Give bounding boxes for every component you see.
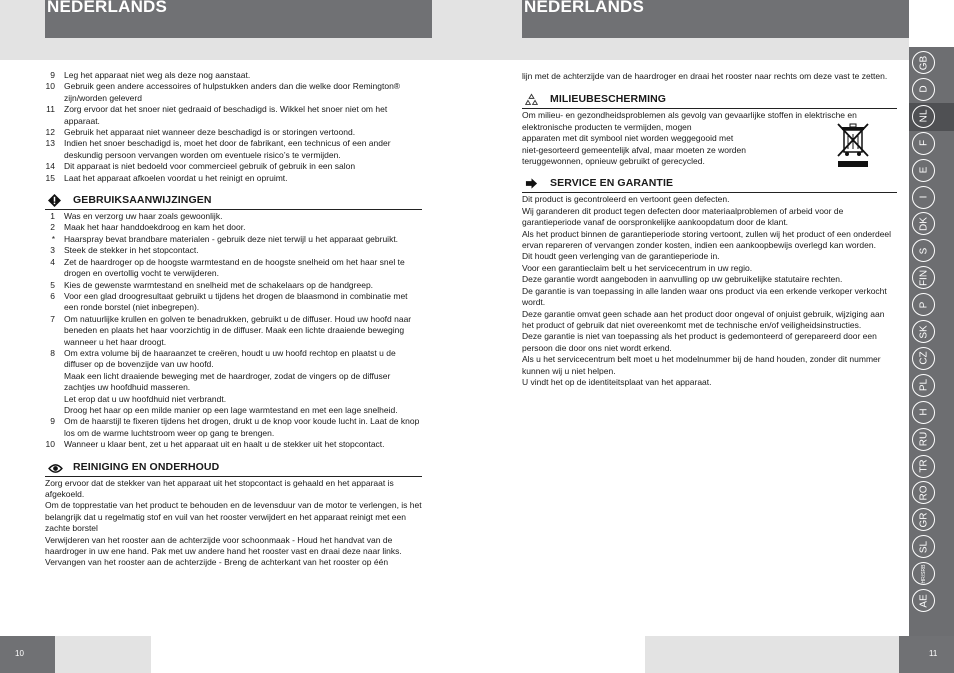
language-tab-label: SL — [918, 540, 929, 553]
footer-number-block — [0, 636, 55, 673]
language-tab-label: TR — [918, 459, 929, 473]
service-paragraph: Voor een garantieclaim belt u het servicecentrum in uw regio. — [522, 262, 753, 273]
header-bar — [45, 0, 432, 38]
env-title: MILIEUBESCHERMING — [550, 93, 667, 106]
item-text: Gebruik het apparaat niet wanneer deze beschadigd is or storingen vertoond. — [64, 127, 356, 138]
language-tab-label: S — [918, 247, 929, 255]
list-item — [45, 314, 422, 348]
language-tab-f[interactable] — [912, 132, 935, 155]
continuation-text: lijn met de achterzijde van de haardroger en draai het rooster naar rechts om deze vast te zetten. — [522, 71, 888, 81]
language-tab-gr[interactable] — [912, 508, 935, 531]
service-paragraph: Deze garantie wordt aangeboden in aanvulling op uw gebruikelijke statutaire rechten. — [522, 274, 843, 285]
language-tab-ro[interactable] — [912, 481, 935, 504]
language-tab-tr[interactable] — [912, 455, 935, 478]
language-tab-label: P — [918, 301, 929, 308]
item-number: 2 — [50, 222, 55, 233]
service-title: SERVICE EN GARANTIE — [550, 177, 674, 190]
list-item — [45, 81, 422, 104]
item-number: 13 — [45, 138, 55, 149]
item-text: Maak een licht draaiende beweging met de haardroger, zodat de vingers op de diffuser zachtjes uw hoofdhuid masseren. — [64, 370, 391, 393]
list-item — [45, 439, 422, 450]
right-page — [477, 0, 954, 673]
item-number: 9 — [50, 416, 55, 427]
item-text: Haarspray bevat brandbare materialen - gebruik deze niet terwijl u het apparaat gebruikt. — [64, 233, 399, 244]
item-text: Dit apparaat is niet bedoeld voor commercieel gebruik of gebruik in een salon — [64, 161, 356, 172]
page-number: 11 — [929, 649, 938, 658]
language-tabs — [909, 47, 954, 636]
language-tab-label: DK — [918, 216, 929, 231]
recycle-icon — [525, 93, 538, 106]
list-item — [45, 161, 422, 172]
language-tab-label: CZ — [918, 351, 929, 366]
footer-strip — [55, 636, 151, 673]
item-text: Let erop dat u uw hoofdhuid niet verbrandt. — [64, 393, 227, 404]
language-tab-i[interactable] — [912, 186, 935, 209]
arrow-right-icon — [525, 177, 538, 190]
item-number: 7 — [50, 313, 55, 324]
item-number: 8 — [50, 347, 55, 358]
footer-strip — [645, 636, 899, 673]
env-first-line: Om milieu- en gezondheidsproblemen als gevolg van gevaarlijke stoffen in elektrische en — [522, 110, 857, 121]
language-tab-s[interactable] — [912, 239, 935, 262]
list-item — [45, 234, 422, 245]
list-item — [45, 348, 422, 371]
item-number: 12 — [45, 127, 55, 138]
env-line: apparaten met dit symbool niet worden weggegooid met — [522, 133, 734, 144]
language-tab-nl[interactable] — [912, 105, 935, 128]
cleaning-paragraph: Vervangen van het rooster aan de achterzijde - Breng de achterkant van het rooster op één — [45, 557, 389, 568]
item-number: 14 — [45, 161, 55, 172]
cleaning-paragraph: Om de topprestatie van het product te behouden en de levensduur van de motor te verlengen, is het belangrijk dat u regelmatig stof en vuil van het rooster verwijdert en het apparaat reinigt met een zachte borstel — [45, 500, 422, 534]
service-paragraph: U vindt het op de identiteitsplaat van het apparaat. — [522, 376, 712, 387]
cleaning-paragraph: Zorg ervoor dat de stekker van het apparaat uit het stopcontact is gehaald en het apparaat is afgekoeld. — [45, 477, 394, 499]
item-number: 5 — [50, 279, 55, 290]
warning-icon — [48, 194, 61, 207]
header-bar — [522, 0, 909, 38]
item-number: * — [51, 233, 55, 244]
list-item — [45, 245, 422, 256]
service-paragraph: Wij garanderen dit product tegen defecten door materiaalproblemen of arbeid voor de garantieperiode vanaf de oorspronkelijke aankoopdatum door de klant. — [522, 205, 844, 228]
item-text: Om de haarstijl te fixeren tijdens het drogen, drukt u de knop voor koude lucht in. Laat de knop los om de warme luchtstroom weer op gang te brengen. — [64, 416, 420, 438]
item-number: 1 — [50, 211, 55, 222]
language-tab-label: H — [918, 408, 929, 416]
service-paragraph: Dit product is gecontroleerd en vertoont geen defecten. — [522, 194, 730, 205]
language-tab-label: E — [918, 166, 929, 174]
cleaning-paragraph: Verwijderen van het rooster aan de achterzijde voor schoonmaak - Houd het handvat van de haardroger in uw ene hand. Pak met uw andere hand het rooster vast en draai deze naar links. — [45, 534, 402, 557]
env-line: niet-gesorteerd gemeentelijk afval, maar moeten ze worden — [522, 144, 746, 155]
service-paragraph: Deze garantie is niet van toepassing als het product is gedemonteerd of gerepareerd door een persoon die door ons niet wordt erkend. — [522, 331, 877, 353]
service-paragraph: De garantie is van toepassing in alle landen waar ons product via een erkende verkoper verkocht wordt. — [522, 285, 887, 308]
service-paragraph: Als u het servicecentrum belt moet u het modelnummer bij de hand houden, zonder dit nummer kunnen wij u niet helpen. — [522, 354, 881, 376]
page-number: 10 — [15, 649, 24, 658]
item-text: Was en verzorg uw haar zoals gewoonlijk. — [64, 211, 223, 222]
list-item — [45, 416, 422, 439]
eye-icon — [48, 463, 63, 474]
cleaning-text — [45, 478, 422, 569]
service-text — [522, 194, 897, 388]
right-content — [522, 71, 897, 388]
item-text: Voor een glad droogresultaat gebruikt u tijdens het drogen de blaasmond in combinatie met een ronde borstel (niet inbegrepen). — [64, 290, 408, 313]
cleaning-section-header — [45, 460, 422, 477]
language-tab-sl[interactable] — [912, 535, 935, 558]
item-number: 15 — [45, 172, 55, 183]
item-text: Indien het snoer beschadigd is, moet het door de fabrikant, een technicus of een ander deskundig persoon vervangen worden om eventuele risico’s te vermijden. — [64, 138, 391, 160]
item-number: 3 — [50, 245, 55, 256]
language-tab-pl[interactable] — [912, 374, 935, 397]
language-tab-label: I — [918, 195, 929, 199]
usage-title: GEBRUIKSAANWIJZINGEN — [73, 194, 212, 207]
language-tab-label: F — [918, 140, 929, 147]
list-item — [45, 257, 422, 280]
item-number: 10 — [45, 439, 55, 450]
list-item — [45, 70, 422, 81]
list-item — [45, 280, 422, 291]
language-tab-label: HR/SRB — [920, 564, 927, 584]
language-tab-cz[interactable] — [912, 347, 935, 370]
list-item — [45, 173, 422, 184]
list-item — [45, 291, 422, 314]
language-tab-e[interactable] — [912, 159, 935, 182]
item-number: 9 — [50, 70, 55, 80]
language-tab-fin[interactable] — [912, 266, 935, 289]
service-paragraph: Als het product binnen de garantieperiode storing vertoont, zullen wij het product of een onderdeel ervan repareren of vervangen zonder kosten, indien een aankoopbewijs overlegd kan worden. — [522, 228, 892, 251]
page-title: NEDERLANDS — [47, 0, 168, 16]
safety-list — [45, 70, 422, 184]
env-text — [522, 110, 897, 167]
list-item — [45, 222, 422, 233]
language-tab-label: AE — [918, 593, 929, 608]
item-text: Kies de gewenste warmtestand en snelheid met de schakelaars op de handgreep. — [64, 279, 374, 290]
env-section-header — [522, 92, 897, 109]
crossed-bin-icon — [836, 122, 870, 168]
list-item — [45, 138, 422, 161]
list-item — [45, 405, 422, 416]
usage-section-header — [45, 193, 422, 210]
item-text: Gebruik geen andere accessoires of hulpstukken anders dan die welke door Remington® zijn/worden geleverd — [64, 81, 401, 103]
cleaning-title: REINIGING EN ONDERHOUD — [73, 460, 220, 473]
language-tab-label: SK — [918, 324, 929, 339]
left-content — [45, 70, 422, 569]
language-tab-h[interactable] — [912, 401, 935, 424]
item-text: Zorg ervoor dat het snoer niet gedraaid of beschadigd is. Wikkel het snoer niet om het apparaat. — [64, 104, 388, 126]
item-number: 6 — [50, 290, 55, 301]
item-text: Maak het haar handdoekdroog en kam het door. — [64, 222, 246, 233]
language-tab-label: NL — [918, 109, 929, 123]
item-text: Om extra volume bij de haaraanzet te creëren, houdt u uw hoofd rechtop en plaatst u de diffuser op de bovenzijde van uw hoofd. — [64, 347, 396, 370]
page-title: NEDERLANDS — [524, 0, 645, 16]
language-tab-ru[interactable] — [912, 428, 935, 451]
item-text: Laat het apparaat afkoelen voordat u het reinigt en opruimt. — [64, 172, 288, 183]
list-item — [45, 371, 422, 394]
language-tab-sk[interactable] — [912, 320, 935, 343]
footer-number-block — [899, 636, 954, 673]
language-tab-label: GR — [918, 512, 929, 528]
service-section-header — [522, 176, 897, 193]
item-text: Om natuurlijke krullen en golven te benadrukken, gebruikt u de diffuser. Houd uw hoofd naar beneden en plaats het haar voorzichtig in de diffuser. Maak een lichte draaiende beweging wanneer u het haar droogt. — [64, 313, 412, 347]
service-paragraph: Dit houdt geen verlenging van de garantieperiode in. — [522, 251, 720, 262]
usage-list — [45, 211, 422, 451]
item-text: Leg het apparaat niet weg als deze nog aanstaat. — [64, 70, 251, 80]
item-text: Steek de stekker in het stopcontact. — [64, 245, 199, 256]
item-number: 4 — [50, 256, 55, 267]
item-text: Wanneer u klaar bent, zet u het apparaat uit en haalt u de stekker uit het stopcontact. — [64, 439, 385, 450]
language-tab-label: RU — [918, 431, 929, 447]
language-tab-label: PL — [918, 379, 929, 392]
list-item — [45, 127, 422, 138]
env-line: elektronische producten te vermijden, mogen — [522, 121, 692, 132]
language-tab-label: D — [918, 85, 929, 94]
language-tab-gb[interactable] — [912, 51, 935, 74]
language-tab-ae[interactable] — [912, 589, 935, 612]
language-tab-label: RO — [918, 485, 929, 501]
language-tab-dk[interactable] — [912, 212, 935, 235]
env-line: teruggewonnen, opnieuw gebruikt of gerecycled. — [522, 156, 705, 167]
item-number: 11 — [46, 104, 55, 115]
language-tab-label: GB — [918, 55, 929, 70]
list-item — [45, 394, 422, 405]
language-tab-p[interactable] — [912, 293, 935, 316]
list-item — [45, 104, 422, 127]
item-text: Droog het haar op een milde manier op een lage warmtestand en met een lage snelheid. — [64, 404, 398, 415]
language-tab-d[interactable] — [912, 78, 935, 101]
item-number: 10 — [45, 81, 55, 92]
service-paragraph: Deze garantie omvat geen schade aan het product door ongeval of onjuist gebruik, wijziging aan het product of gebruik dat niet overeenkomt met de technische en/of veiligheidsinstructies. — [522, 308, 885, 330]
language-tab-hr-srb[interactable] — [912, 562, 935, 585]
item-text: Zet de haardroger op de hoogste warmtestand en de hoogste snelheid om het haar snel te drogen en overtollig vocht te verwijderen. — [64, 256, 405, 279]
list-item — [45, 211, 422, 222]
language-tab-label: FIN — [918, 269, 929, 286]
